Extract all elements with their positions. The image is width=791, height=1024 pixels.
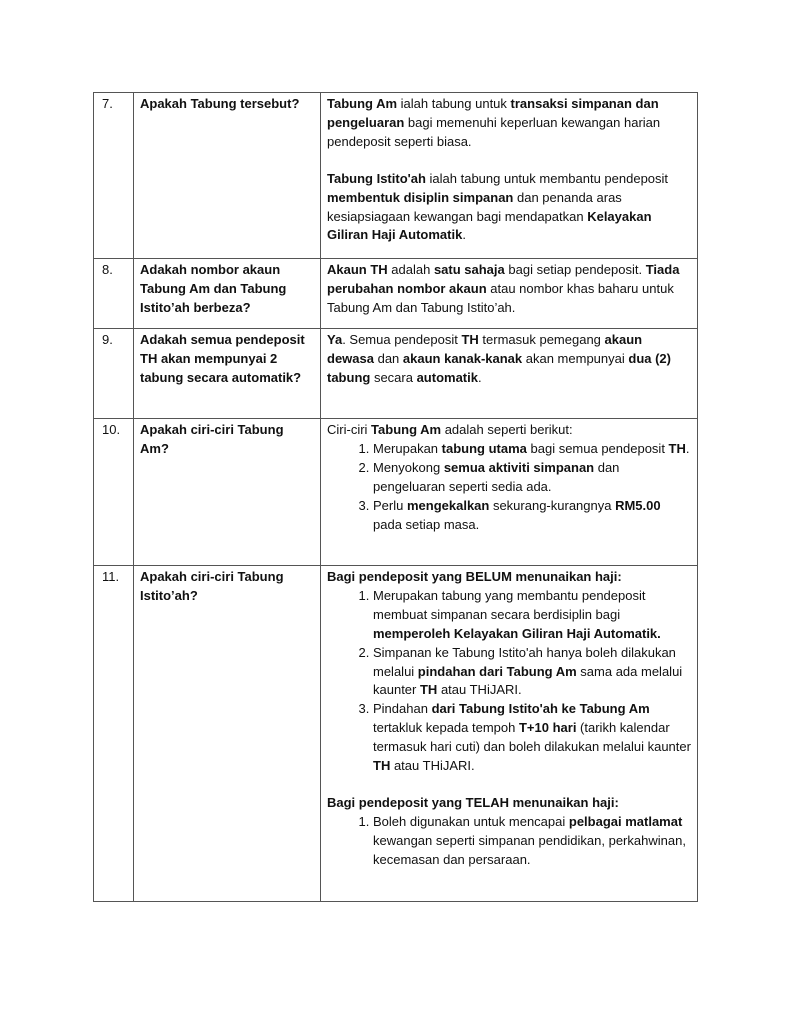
list-item (373, 700, 691, 776)
table-row (94, 566, 698, 902)
text: bagi semua pendeposit (526, 440, 669, 456)
row-number: 10. (94, 419, 134, 566)
answer-cell (321, 419, 698, 566)
text: dan penanda aras kesiapsiagaan kewangan bagi mendapatkan (327, 189, 622, 224)
bold-text: RM5.00 (615, 497, 661, 513)
text: Merupakan tabung yang membantu pendeposit membuat simpanan secara berdisiplin bagi (373, 587, 646, 622)
text: Boleh digunakan untuk mencapai (373, 813, 569, 829)
bold-text: tabung utama (441, 440, 527, 456)
answer-paragraph (327, 170, 691, 246)
bold-text: satu sahaja (433, 262, 505, 277)
bold-text: Tabung Istito'ah (327, 170, 426, 186)
bold-text: dua (2) tabung (327, 350, 671, 385)
text: . (462, 227, 466, 243)
bold-text: pindahan dari Tabung Am (417, 663, 577, 679)
text: Merupakan (373, 440, 442, 456)
answer-heading: Bagi pendeposit yang BELUM menunaikan haji: (327, 569, 622, 584)
text: Perlu (373, 497, 407, 513)
answer-heading: Bagi pendeposit yang TELAH menunaikan haji: (327, 794, 619, 810)
bold-text: TH (419, 682, 438, 698)
question-cell: Adakah semua pendeposit TH akan mempunyai 2 tabung secara automatik? (134, 329, 321, 419)
bold-text: membentuk disiplin simpanan (327, 189, 514, 205)
bold-text: akaun dewasa (327, 332, 643, 366)
text: ialah tabung untuk membantu pendeposit (425, 170, 669, 186)
row-number: 9. (94, 329, 134, 419)
text: adalah seperti berikut: (441, 422, 573, 437)
text: atau THiJARI. (390, 758, 475, 774)
text: adalah (387, 262, 434, 277)
text: sama ada melalui kaunter (373, 663, 683, 698)
text: dan (373, 350, 403, 366)
bold-text: Ya (327, 332, 343, 347)
text: Pindahan (373, 701, 432, 717)
text: atau THiJARI. (437, 682, 522, 698)
text: dan pengeluaran seperti sedia ada. (373, 459, 620, 494)
text: Simpanan ke Tabung Istito'ah hanya boleh dilakukan melalui (373, 644, 676, 679)
table-row (94, 259, 698, 329)
text: termasuk pemegang (478, 332, 605, 347)
bold-text: Tabung Am (371, 422, 442, 437)
text: bagi setiap pendeposit. (504, 262, 646, 277)
answer-cell (321, 566, 698, 902)
text: pada setiap masa. (373, 516, 480, 532)
bold-text: TH (373, 758, 391, 774)
bold-text: transaksi simpanan dan pengeluaran (327, 96, 659, 130)
text: atau nombor khas baharu untuk Tabung Am dan Tabung Istito’ah. (327, 280, 674, 315)
faq-table (93, 92, 698, 902)
text: ialah tabung untuk (397, 96, 511, 111)
text: secara (370, 369, 417, 385)
numbered-list (327, 813, 691, 870)
answer-intro (327, 421, 691, 440)
bold-text: TH (461, 332, 479, 347)
text: tertakluk kepada tempoh (373, 720, 519, 736)
bold-text: Tabung Am (327, 96, 398, 111)
question-cell: Adakah nombor akaun Tabung Am dan Tabung Istito’ah berbeza? (134, 259, 321, 329)
row-number: 7. (94, 93, 134, 259)
numbered-list (327, 440, 691, 535)
text: sekurang-kurangnya (489, 497, 616, 513)
answer-cell (321, 329, 698, 419)
text: akan mempunyai (522, 350, 629, 366)
text: kewangan seperti simpanan pendidikan, perkahwinan, kecemasan dan persaraan. (373, 832, 686, 867)
question-cell: Apakah ciri-ciri Tabung Istito’ah? (134, 566, 321, 902)
answer-paragraph (327, 331, 691, 388)
text: . (685, 440, 690, 456)
table-row (94, 329, 698, 419)
answer-paragraph (327, 95, 691, 152)
bold-text: dari Tabung Istito'ah ke Tabung Am (431, 701, 650, 717)
list-item (373, 497, 691, 535)
bold-text: pelbagai matlamat (568, 813, 683, 829)
numbered-list (327, 587, 691, 776)
bold-text: Akaun TH (327, 262, 388, 277)
bold-text: semua aktiviti simpanan (443, 459, 595, 475)
list-item (373, 440, 691, 459)
answer-cell (321, 93, 698, 259)
bold-text: mengekalkan (406, 497, 490, 513)
list-item (373, 644, 691, 701)
question-cell: Apakah Tabung tersebut? (134, 93, 321, 259)
text: Ciri-ciri (327, 422, 372, 437)
bold-text: akaun kanak-kanak (402, 350, 523, 366)
bold-text: Tiada perubahan nombor akaun (327, 262, 680, 296)
text: bagi memenuhi keperluan kewangan harian pendeposit seperti biasa. (327, 114, 661, 149)
question-cell: Apakah ciri-ciri Tabung Am? (134, 419, 321, 566)
text: . Semua pendeposit (342, 332, 462, 347)
answer-cell (321, 259, 698, 329)
bold-text: automatik (416, 369, 478, 385)
table-row (94, 419, 698, 566)
text: (tarikh kalendar termasuk hari cuti) dan boleh dilakukan melalui kaunter (373, 720, 691, 755)
bold-text: Kelayakan Giliran Haji Automatik (327, 208, 652, 243)
bold-text: memperoleh Kelayakan Giliran Haji Automatik. (373, 625, 661, 641)
bold-text: TH (668, 440, 686, 456)
list-item (373, 459, 691, 497)
text: Menyokong (373, 459, 444, 475)
bold-text: T+10 hari (518, 720, 577, 736)
table-row (94, 93, 698, 259)
row-number: 8. (94, 259, 134, 329)
answer-paragraph (327, 261, 691, 318)
row-number: 11. (94, 566, 134, 902)
text: . (477, 369, 482, 385)
list-item (373, 813, 691, 870)
list-item (373, 587, 691, 644)
